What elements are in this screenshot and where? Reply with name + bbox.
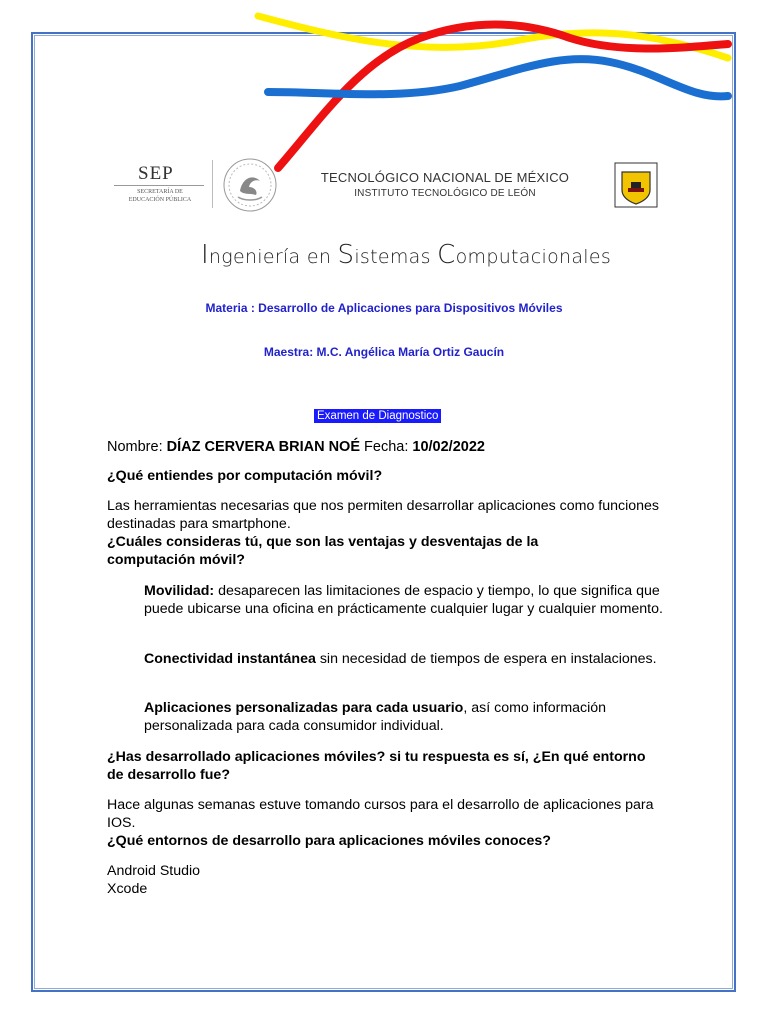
advantage-item: Conectividad instantánea sin necesidad de tiempos de espera en instalaciones.: [144, 651, 657, 667]
list-item: Xcode: [107, 881, 148, 897]
blue-wave: [268, 59, 728, 96]
sep-logo-divider: [114, 185, 204, 186]
question-1: ¿Qué entiendes por computación móvil?: [107, 468, 383, 484]
question-3: ¿Has desarrollado aplicaciones móviles? si tu respuesta es sí, ¿En qué entorno de desarrollo fue?: [107, 749, 646, 783]
list-item: Android Studio: [107, 863, 201, 879]
answer-1: Las herramientas necesarias que nos permiten desarrollar aplicaciones como funciones destinadas para smartphone.: [107, 498, 660, 532]
subject-line: Materia : Desarrollo de Aplicaciones para Dispositivos Móviles: [205, 301, 563, 315]
decorative-waves: [0, 0, 768, 260]
sep-logo-subtitle: SECRETARÍA DE EDUCACIÓN PÚBLICA: [128, 189, 192, 203]
advantage-item: Aplicaciones personalizadas para cada usuario, así como información personalizada para cada consumidor individual.: [144, 700, 607, 734]
answer-3: Hace algunas semanas estuve tomando cursos para el desarrollo de aplicaciones para IOS.: [107, 797, 654, 831]
career-title: Ingeniería en Sistemas Computacionales: [200, 240, 612, 270]
student-info: Nombre: DÍAZ CERVERA BRIAN NOÉ Fecha: 10/02/2022: [107, 439, 485, 455]
institution-name: TECNOLÓGICO NACIONAL DE MÉXICO: [320, 170, 570, 185]
itl-shield-icon: [614, 162, 658, 208]
teacher-line: Maestra: M.C. Angélica María Ortiz Gaucín: [263, 345, 505, 359]
logo-separator: [212, 160, 213, 208]
question-4: ¿Qué entornos de desarrollo para aplicaciones móviles conoces?: [107, 833, 551, 849]
advantage-item: Movilidad: desaparecen las limitaciones de espacio y tiempo, lo que significa que puede ubicarse una oficina en prácticamente cualquier lugar y cualquier momento.: [144, 583, 663, 617]
mexico-seal-icon: [222, 157, 278, 213]
campus-name: INSTITUTO TECNOLÓGICO DE LEÓN: [354, 188, 536, 199]
question-2: ¿Cuáles consideras tú, que son las ventajas y desventajas de la computación móvil?: [107, 534, 539, 568]
answer-4-list: [107, 862, 667, 898]
exam-title: Examen de Diagnostico: [314, 409, 441, 423]
sep-logo-name: SEP: [138, 163, 174, 184]
